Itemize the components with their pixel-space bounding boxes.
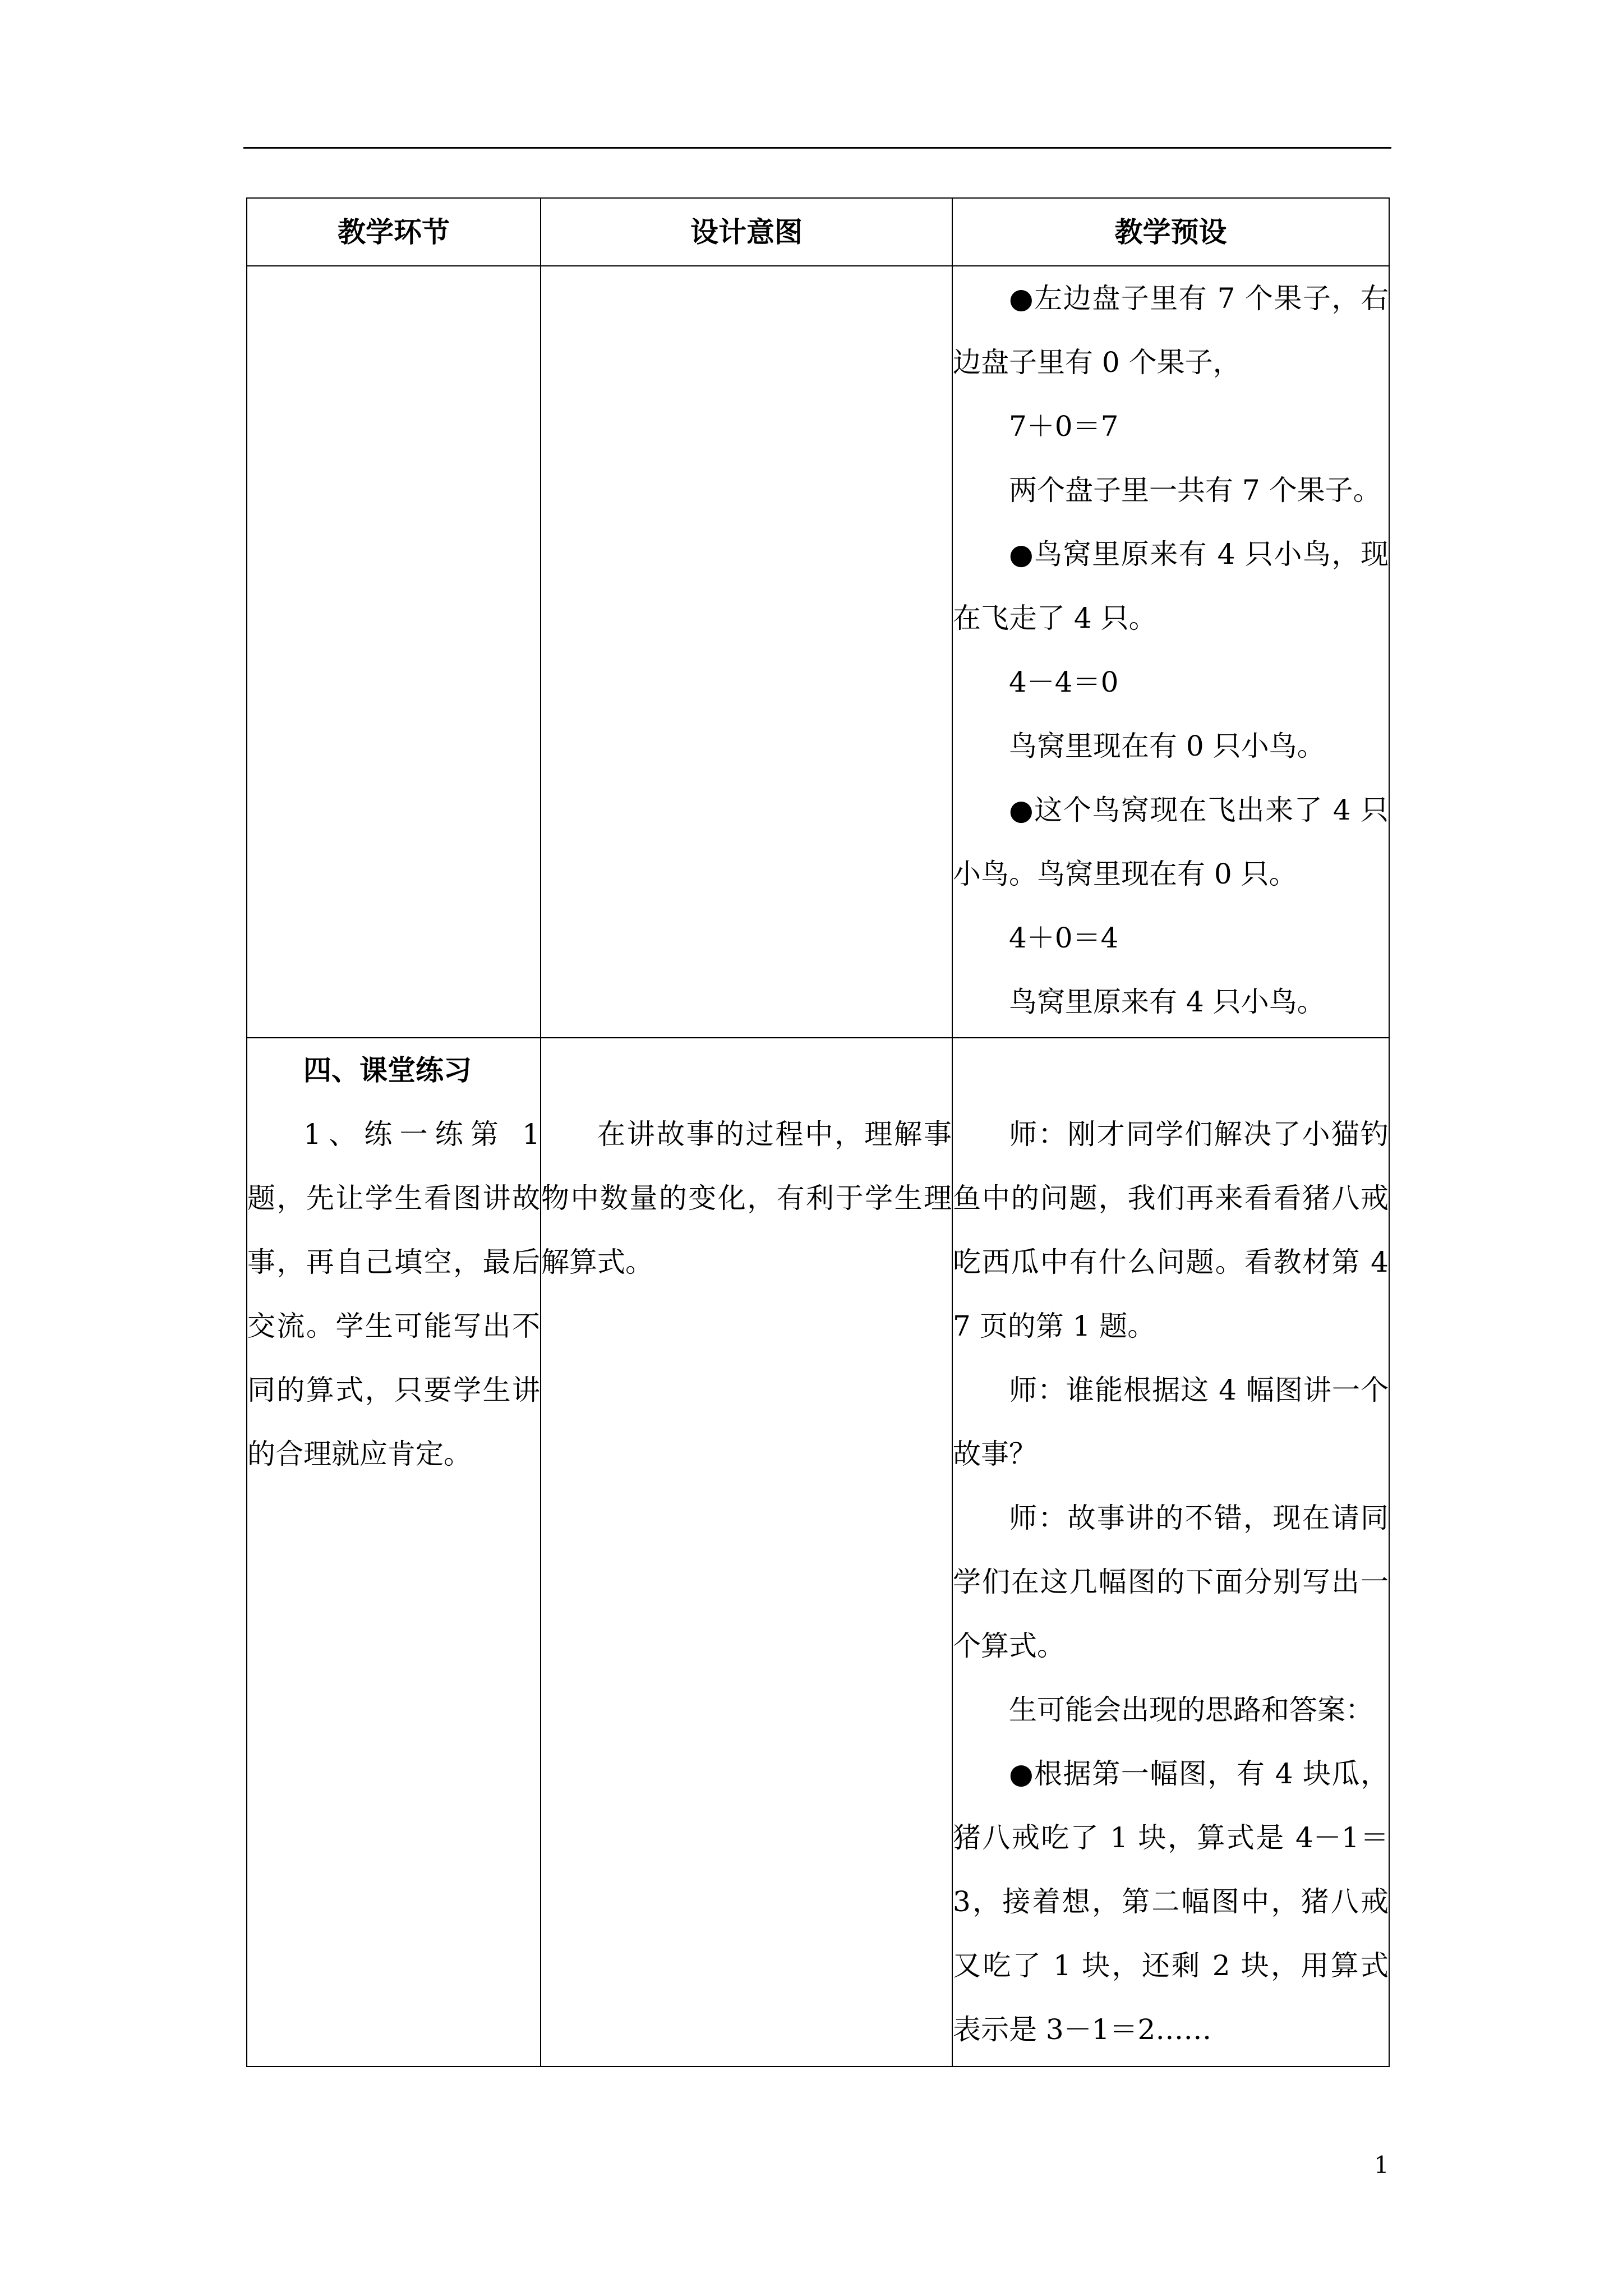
preset-paragraph: ●这个鸟窝现在飞出来了 4 只小鸟。鸟窝里现在有 0 只。 [953,794,1389,890]
preset-paragraph: ●左边盘子里有 7 个果子，右边盘子里有 0 个果子， [953,282,1389,379]
preset-paragraph: 生可能会出现的思路和答案： [1009,1694,1373,1726]
preset-cell [952,1038,1389,2067]
blank-line [541,1038,952,1102]
preset-paragraph: 鸟窝里原来有 4 只小鸟。 [1009,986,1325,1018]
page-number: 1 [1374,2151,1389,2179]
header-teaching-stage: 教学环节 [247,198,541,266]
preset-paragraph: ●根据第一幅图，有 4 块瓜，猪八戒吃了 1 块，算式是 4－1＝3，接着想，第二幅图中，猪八戒又吃了 1 块，还剩 2 块，用算式表示是 3－1＝2…… [953,1757,1389,2046]
preset-paragraph: 师：刚才同学们解决了小猫钓鱼中的问题，我们再来看看猪八戒吃西瓜中有什么问题。看教材第 47 页的第 1 题。 [953,1118,1389,1342]
stage-cell [247,1038,541,2067]
preset-cell [952,266,1389,1038]
table-header-row [247,198,1389,266]
intent-cell [541,266,952,1038]
intent-paragraph: 在讲故事的过程中，理解事物中数量的变化，有利于学生理解算式。 [541,1118,952,1278]
preset-equation: 4＋0＝4 [1009,922,1119,954]
stage-cell-content [247,266,540,1037]
table-row [247,1038,1389,2067]
preset-cell-content [953,266,1389,1037]
intent-cell-content [541,1038,952,2066]
preset-paragraph: ●鸟窝里原来有 4 只小鸟，现在飞走了 4 只。 [953,538,1389,634]
intent-cell [541,1038,952,2067]
intent-cell-content [541,266,952,1037]
preset-equation: 4－4＝0 [1009,666,1119,698]
preset-paragraph: 两个盘子里一共有 7 个果子。 [1009,474,1381,507]
preset-paragraph: 鸟窝里现在有 0 只小鸟。 [1009,730,1325,762]
section-title: 四、课堂练习 [303,1053,472,1087]
blank-line [953,1038,1389,1102]
header-teaching-preset: 教学预设 [952,198,1389,266]
stage-cell [247,266,541,1038]
table-row [247,266,1389,1038]
preset-cell-content [953,1038,1389,2066]
stage-paragraph: 1、练一练第 1 题，先让学生看图讲故事，再自己填空，最后交流。学生可能写出不同的算式，只要学生讲的合理就应肯定。 [247,1118,540,1470]
header-design-intent: 设计意图 [541,198,952,266]
stage-cell-content [247,1038,540,2066]
lesson-plan-table [246,197,1390,2067]
preset-paragraph: 师：谁能根据这 4 幅图讲一个故事？ [953,1374,1389,1470]
preset-paragraph: 师：故事讲的不错，现在请同学们在这几幅图的下面分别写出一个算式。 [953,1502,1389,1662]
preset-equation: 7＋0＝7 [1009,410,1119,443]
header-rule [243,147,1391,149]
